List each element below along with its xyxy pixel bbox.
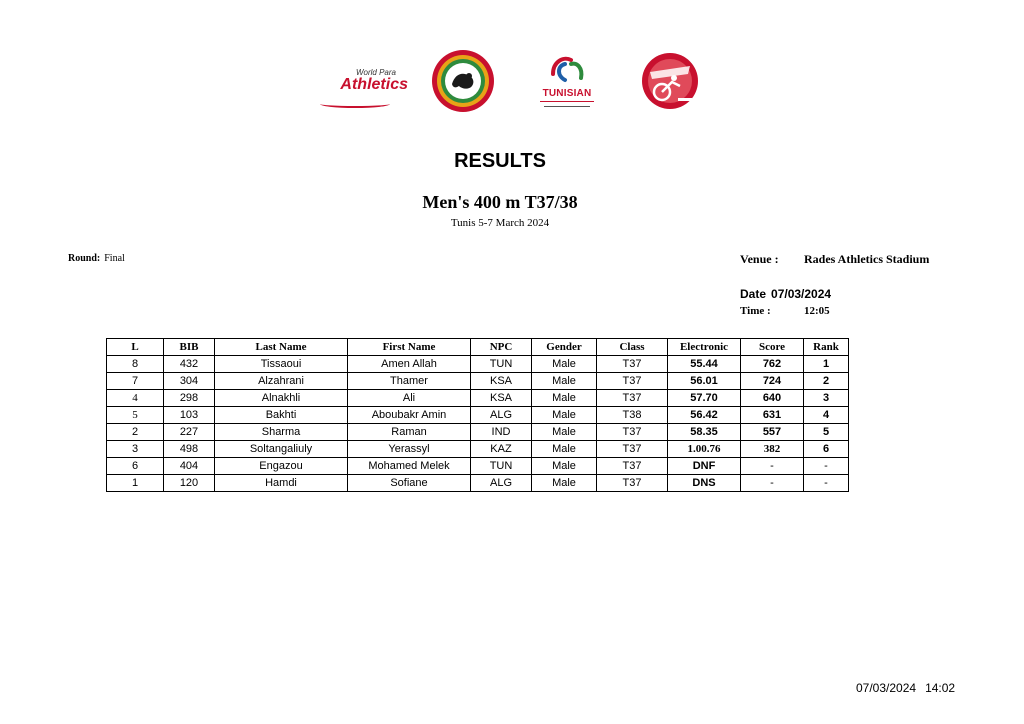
header-rank: Rank — [804, 339, 849, 356]
cell-lane: 6 — [107, 458, 164, 475]
cell-last-name: Soltangaliuly — [215, 441, 348, 458]
cell-first-name: Mohamed Melek — [348, 458, 471, 475]
logo-underline — [540, 101, 594, 104]
tunisian-paralympic-committee-logo — [534, 50, 600, 112]
cell-bib: 227 — [164, 424, 215, 441]
cell-npc: KSA — [471, 390, 532, 407]
header-bib: BIB — [164, 339, 215, 356]
time-value: 12:05 — [804, 305, 830, 317]
cell-class: T37 — [597, 390, 668, 407]
event-emblem-icon — [638, 52, 702, 110]
cell-class: T37 — [597, 373, 668, 390]
cell-bib: 404 — [164, 458, 215, 475]
venue-info — [740, 252, 929, 267]
cell-electronic: 57.70 — [668, 390, 741, 407]
cell-lane: 5 — [107, 407, 164, 424]
cell-bib: 304 — [164, 373, 215, 390]
cell-first-name: Ali — [348, 390, 471, 407]
cell-last-name: Alzahrani — [215, 373, 348, 390]
logo-banner — [300, 44, 720, 116]
cell-gender: Male — [532, 424, 597, 441]
cell-rank: 5 — [804, 424, 849, 441]
cell-electronic: 55.44 — [668, 356, 741, 373]
header-first-name: First Name — [348, 339, 471, 356]
cell-lane: 3 — [107, 441, 164, 458]
page-title: RESULTS — [454, 150, 546, 172]
cell-rank: - — [804, 475, 849, 492]
table-row — [107, 407, 849, 424]
cell-bib: 432 — [164, 356, 215, 373]
cell-rank: 6 — [804, 441, 849, 458]
results-table — [106, 338, 849, 492]
cell-rank: 2 — [804, 373, 849, 390]
cell-electronic: 58.35 — [668, 424, 741, 441]
cell-bib: 298 — [164, 390, 215, 407]
cell-class: T37 — [597, 424, 668, 441]
header-lane: L — [107, 339, 164, 356]
cell-rank: 3 — [804, 390, 849, 407]
cell-rank: 1 — [804, 356, 849, 373]
cell-lane: 2 — [107, 424, 164, 441]
cell-gender: Male — [532, 475, 597, 492]
athletics-logo-text: Athletics — [340, 76, 408, 93]
cell-electronic: 56.01 — [668, 373, 741, 390]
cell-gender: Male — [532, 356, 597, 373]
date-label: Date — [740, 287, 767, 301]
cell-last-name: Engazou — [215, 458, 348, 475]
cell-gender: Male — [532, 407, 597, 424]
venue-value: Rades Athletics Stadium — [804, 252, 930, 266]
table-row — [107, 390, 849, 407]
cell-npc: TUN — [471, 458, 532, 475]
cell-npc: KSA — [471, 373, 532, 390]
header-npc: NPC — [471, 339, 532, 356]
table-row — [107, 458, 849, 475]
table-header-row — [107, 339, 849, 356]
cell-electronic: 1.00.76 — [668, 441, 741, 458]
cell-last-name: Alnakhli — [215, 390, 348, 407]
cell-score: 724 — [741, 373, 804, 390]
header-last-name: Last Name — [215, 339, 348, 356]
cell-first-name: Aboubakr Amin — [348, 407, 471, 424]
table-row — [107, 424, 849, 441]
swoosh-icon — [320, 100, 390, 108]
cell-electronic: DNF — [668, 458, 741, 475]
event-subtitle: Tunis 5-7 March 2024 — [450, 217, 550, 229]
cell-bib: 103 — [164, 407, 215, 424]
cell-score: 557 — [741, 424, 804, 441]
cell-score: 762 — [741, 356, 804, 373]
world-para-athletics-logo — [308, 68, 408, 104]
cell-npc: ALG — [471, 407, 532, 424]
event-name: Men's 400 m T37/38 — [422, 192, 578, 212]
cell-gender: Male — [532, 441, 597, 458]
cell-score: 640 — [741, 390, 804, 407]
cell-first-name: Yerassyl — [348, 441, 471, 458]
table-row — [107, 475, 849, 492]
venue-label: Venue : — [740, 252, 779, 266]
cell-bib: 498 — [164, 441, 215, 458]
cell-class: T37 — [597, 475, 668, 492]
cell-gender: Male — [532, 458, 597, 475]
table-row — [107, 356, 849, 373]
cell-score: - — [741, 458, 804, 475]
cell-lane: 7 — [107, 373, 164, 390]
time-info — [740, 305, 830, 317]
cell-gender: Male — [532, 390, 597, 407]
cell-lane: 1 — [107, 475, 164, 492]
cell-class: T37 — [597, 356, 668, 373]
cell-npc: ALG — [471, 475, 532, 492]
header-gender: Gender — [532, 339, 597, 356]
cell-last-name: Bakhti — [215, 407, 348, 424]
cell-npc: IND — [471, 424, 532, 441]
cell-last-name: Hamdi — [215, 475, 348, 492]
cell-first-name: Raman — [348, 424, 471, 441]
grand-prix-event-logo — [638, 52, 702, 110]
round-value: Final — [104, 253, 125, 264]
cell-electronic: 56.42 — [668, 407, 741, 424]
cell-score: - — [741, 475, 804, 492]
cell-class: T38 — [597, 407, 668, 424]
tunisian-logo-text: TUNISIAN — [542, 88, 592, 99]
cell-first-name: Sofiane — [348, 475, 471, 492]
print-timestamp — [856, 681, 955, 695]
date-info — [740, 287, 831, 301]
cell-class: T37 — [597, 458, 668, 475]
header-score: Score — [741, 339, 804, 356]
cell-score: 382 — [741, 441, 804, 458]
time-label: Time : — [740, 305, 771, 317]
agitos-icon — [547, 52, 587, 86]
table-row — [107, 373, 849, 390]
cell-lane: 4 — [107, 390, 164, 407]
cell-first-name: Amen Allah — [348, 356, 471, 373]
round-label: Round: — [68, 253, 101, 264]
date-value: 07/03/2024 — [771, 287, 832, 301]
header-class: Class — [597, 339, 668, 356]
cell-npc: TUN — [471, 356, 532, 373]
header-electronic: Electronic — [668, 339, 741, 356]
cell-bib: 120 — [164, 475, 215, 492]
print-time: 14:02 — [925, 681, 956, 695]
cell-npc: KAZ — [471, 441, 532, 458]
cell-first-name: Thamer — [348, 373, 471, 390]
cell-lane: 8 — [107, 356, 164, 373]
table-row — [107, 441, 849, 458]
cell-class: T37 — [597, 441, 668, 458]
cell-last-name: Tissaoui — [215, 356, 348, 373]
cell-rank: - — [804, 458, 849, 475]
world-para-logo-text: World Para — [355, 68, 396, 77]
cell-rank: 4 — [804, 407, 849, 424]
cell-electronic: DNS — [668, 475, 741, 492]
print-date: 07/03/2024 — [856, 681, 917, 695]
cell-gender: Male — [532, 373, 597, 390]
logo-underline — [544, 106, 590, 109]
circle-emblem-icon — [428, 48, 498, 114]
cell-last-name: Sharma — [215, 424, 348, 441]
round-info — [68, 253, 125, 264]
tunisian-federation-circle-logo — [428, 48, 498, 114]
cell-score: 631 — [741, 407, 804, 424]
